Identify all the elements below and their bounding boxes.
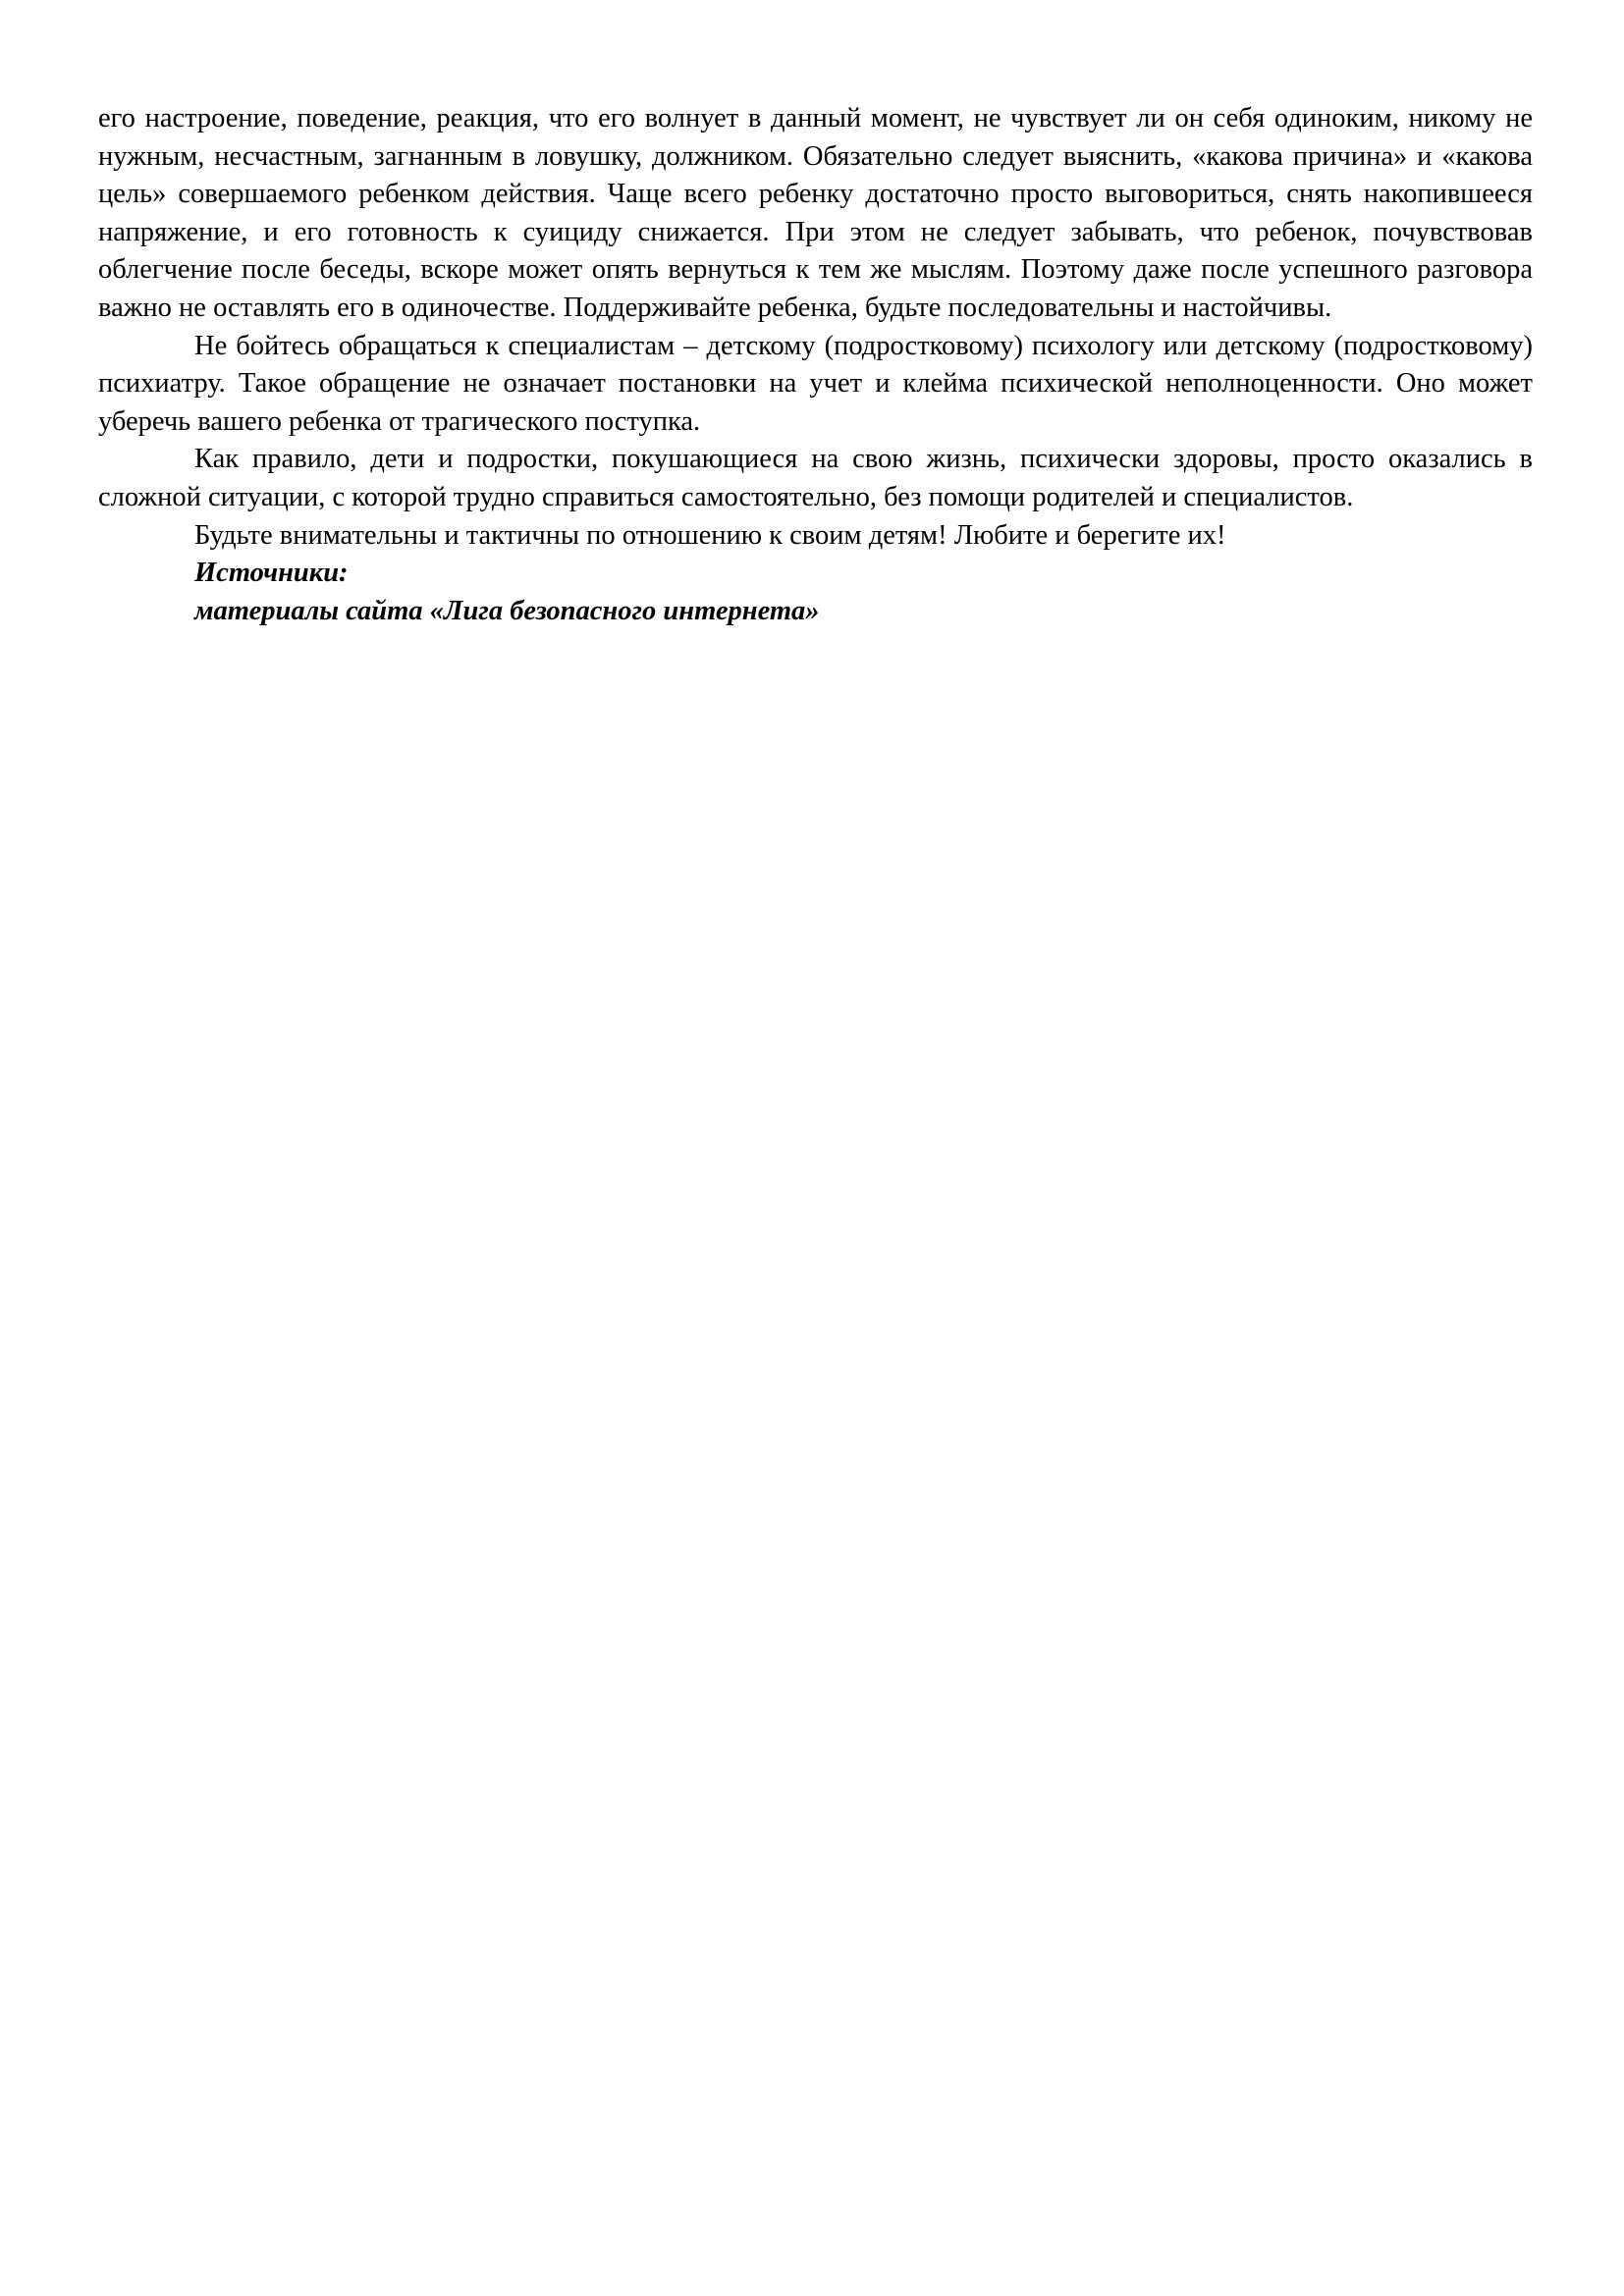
paragraph-continuation: его настроение, поведение, реакция, что его волнует в данный момент, не чувствует ли он себя одиноким, никому не нужным, несчастным, загнанным в ловушку, должником. Обязательно следует выяснить, «какова причина» и «какова цель» совершаемого ребенком действия. Чаще всего ребенку достаточно просто выговориться, снять накопившееся напряжение, и его готовность к суициду снижается. При этом не следует забывать, что ребенок, почувствовав облегчение после беседы, вскоре может опять вернуться к тем же мыслям. Поэтому даже после успешного разговора важно не оставлять его в одиночестве. Поддерживайте ребенка, будьте последовательны и настойчивы. xyxy=(98,103,1533,323)
source-item: материалы сайта «Лига безопасного интернета» xyxy=(194,595,820,626)
document-page xyxy=(98,100,1533,630)
paragraph-closing-appeal: Будьте внимательны и тактичны по отношению к своим детям! Любите и берегите их! xyxy=(194,519,1226,551)
sources-heading: Источники: xyxy=(194,558,349,589)
paragraph-children-health: Как правило, дети и подростки, покушающиеся на свою жизнь, психически здоровы, просто оказались в сложной ситуации, с которой трудно справиться самостоятельно, без помощи родителей и специалистов. xyxy=(98,444,1533,512)
paragraph-specialists: Не бойтесь обращаться к специалистам – детскому (подростковому) психологу или детскому (подростковому) психиатру. Такое обращение не означает постановки на учет и клейма психической неполноценности. Оно может уберечь вашего ребенка от трагического поступка. xyxy=(98,330,1533,437)
